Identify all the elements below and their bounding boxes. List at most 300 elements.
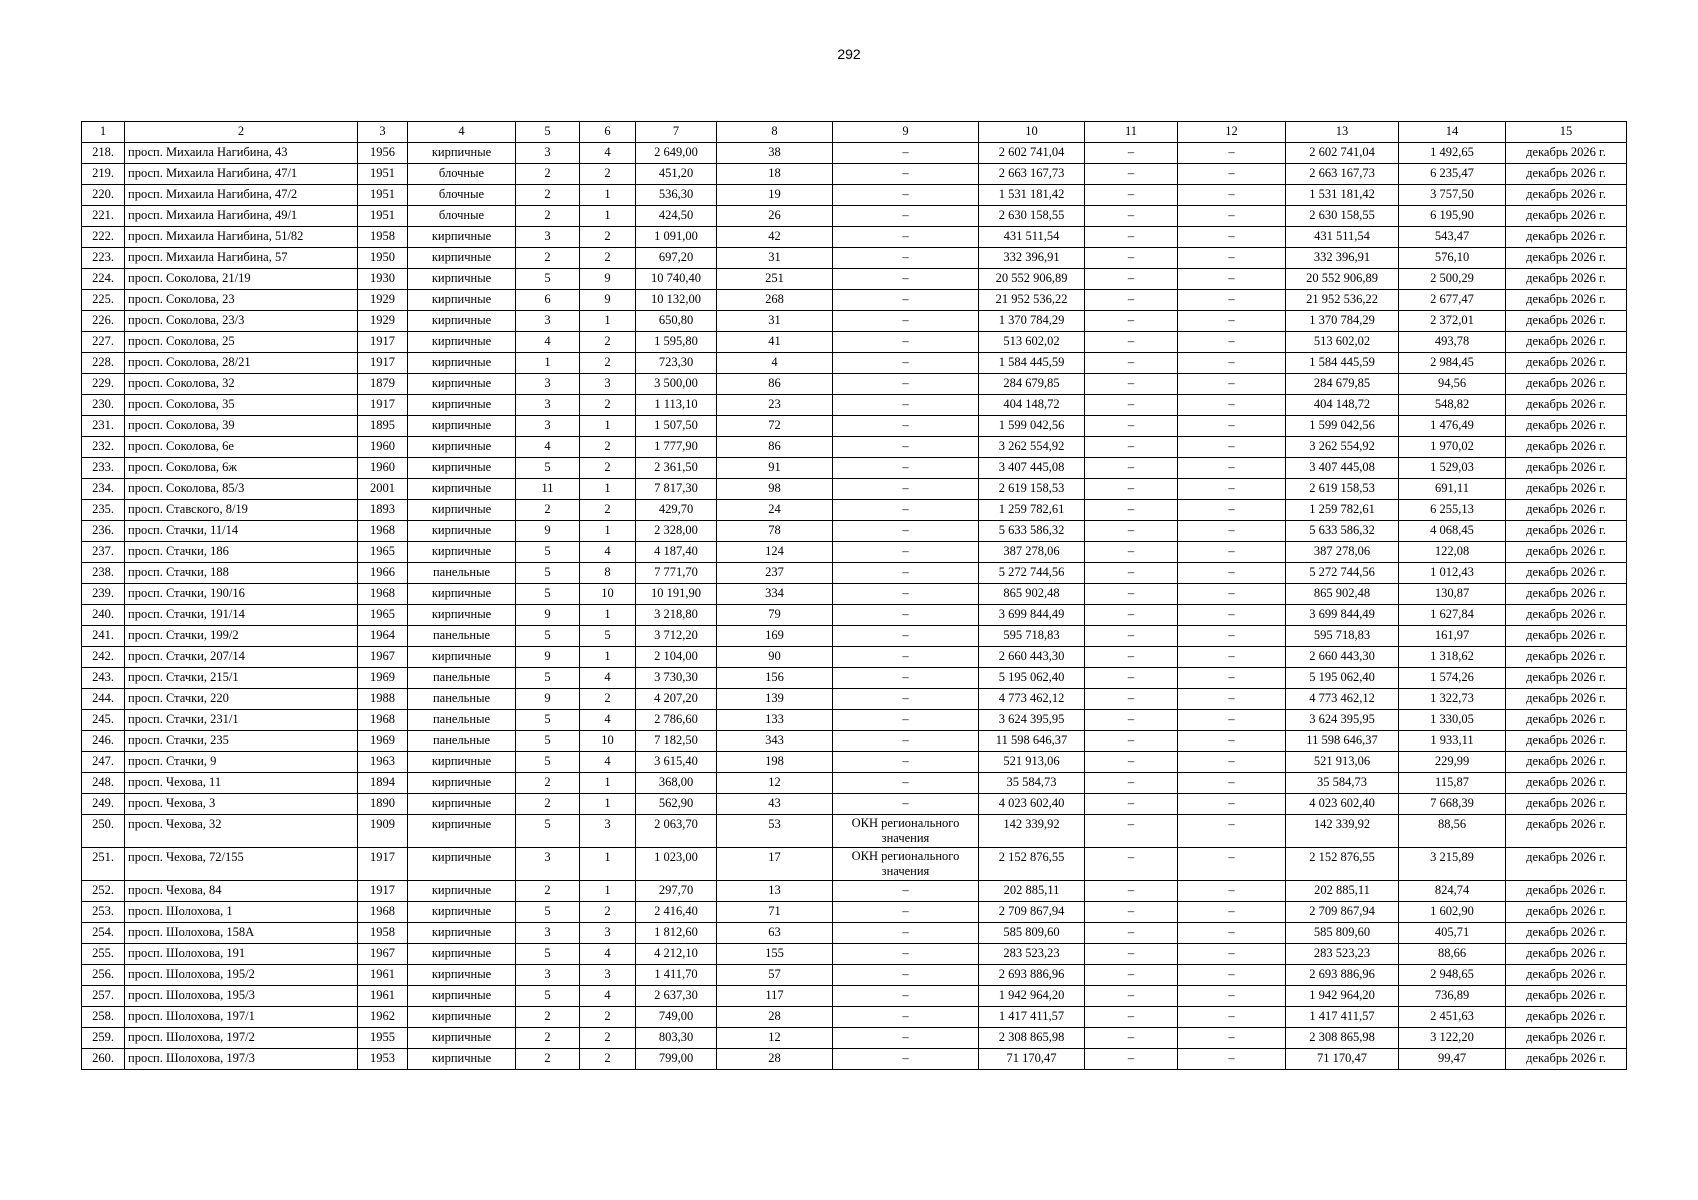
- table-cell-col-8: 38: [717, 143, 833, 164]
- table-cell-col-12: –: [1178, 164, 1286, 185]
- table-cell-col-11: –: [1085, 848, 1178, 881]
- table-cell-col-2: просп. Соколова, 28/21: [125, 353, 358, 374]
- table-cell-col-12: –: [1178, 605, 1286, 626]
- table-cell-col-2: просп. Михаила Нагибина, 43: [125, 143, 358, 164]
- table-cell-col-11: –: [1085, 710, 1178, 731]
- table-cell-col-6: 2: [580, 395, 636, 416]
- table-cell-col-7: 749,00: [636, 1007, 717, 1028]
- table-cell-col-7: 1 023,00: [636, 848, 717, 881]
- table-cell-col-3: 1969: [358, 668, 408, 689]
- table-cell-col-5: 2: [516, 1049, 580, 1070]
- table-cell-col-13: 521 913,06: [1286, 752, 1399, 773]
- table-cell-col-9: –: [833, 986, 979, 1007]
- table-cell-col-8: 72: [717, 416, 833, 437]
- table-cell-col-14: 548,82: [1399, 395, 1506, 416]
- table-row: [82, 479, 1627, 500]
- table-cell-col-8: 86: [717, 374, 833, 395]
- table-cell-col-8: 28: [717, 1007, 833, 1028]
- table-cell-col-7: 424,50: [636, 206, 717, 227]
- table-cell-col-9: –: [833, 563, 979, 584]
- table-cell-col-3: 1964: [358, 626, 408, 647]
- table-cell-col-12: –: [1178, 416, 1286, 437]
- table-cell-col-10: 2 663 167,73: [979, 164, 1085, 185]
- table-cell-col-8: 237: [717, 563, 833, 584]
- table-cell-col-7: 7 182,50: [636, 731, 717, 752]
- table-cell-col-15: декабрь 2026 г.: [1506, 1028, 1627, 1049]
- table-cell-col-2: просп. Чехова, 11: [125, 773, 358, 794]
- table-cell-col-12: –: [1178, 710, 1286, 731]
- table-cell-col-8: 79: [717, 605, 833, 626]
- table-cell-col-10: 2 152 876,55: [979, 848, 1085, 881]
- table-cell-col-1: 253.: [82, 902, 125, 923]
- table-cell-col-2: просп. Стачки, 207/14: [125, 647, 358, 668]
- table-cell-col-6: 4: [580, 944, 636, 965]
- table-row: [82, 248, 1627, 269]
- table-cell-col-14: 1 492,65: [1399, 143, 1506, 164]
- table-cell-col-10: 142 339,92: [979, 815, 1085, 848]
- table-cell-col-8: 24: [717, 500, 833, 521]
- table-cell-col-14: 6 195,90: [1399, 206, 1506, 227]
- table-cell-col-10: 4 773 462,12: [979, 689, 1085, 710]
- table-cell-col-9: –: [833, 881, 979, 902]
- table-cell-col-10: 1 370 784,29: [979, 311, 1085, 332]
- table-cell-col-10: 595 718,83: [979, 626, 1085, 647]
- table-cell-col-13: 3 262 554,92: [1286, 437, 1399, 458]
- table-row: [82, 332, 1627, 353]
- table-cell-col-9: –: [833, 647, 979, 668]
- table-cell-col-8: 169: [717, 626, 833, 647]
- table-cell-col-13: 404 148,72: [1286, 395, 1399, 416]
- table-cell-col-5: 4: [516, 332, 580, 353]
- table-cell-col-7: 4 212,10: [636, 944, 717, 965]
- table-cell-col-10: 1 942 964,20: [979, 986, 1085, 1007]
- table-cell-col-6: 8: [580, 563, 636, 584]
- table-row: [82, 923, 1627, 944]
- table-cell-col-8: 13: [717, 881, 833, 902]
- table-cell-col-11: –: [1085, 332, 1178, 353]
- table-cell-col-13: 35 584,73: [1286, 773, 1399, 794]
- table-cell-col-11: –: [1085, 269, 1178, 290]
- table-cell-col-8: 155: [717, 944, 833, 965]
- table-cell-col-4: кирпичные: [408, 965, 516, 986]
- table-cell-col-4: кирпичные: [408, 227, 516, 248]
- page-number: 292: [837, 46, 861, 62]
- table-cell-col-13: 2 152 876,55: [1286, 848, 1399, 881]
- table-cell-col-1: 225.: [82, 290, 125, 311]
- table-cell-col-7: 3 218,80: [636, 605, 717, 626]
- table-cell-col-15: декабрь 2026 г.: [1506, 584, 1627, 605]
- table-cell-col-3: 1894: [358, 773, 408, 794]
- table-cell-col-10: 2 630 158,55: [979, 206, 1085, 227]
- table-cell-col-2: просп. Михаила Нагибина, 51/82: [125, 227, 358, 248]
- table-cell-col-13: 865 902,48: [1286, 584, 1399, 605]
- table-row: [82, 965, 1627, 986]
- table-cell-col-8: 53: [717, 815, 833, 848]
- table-cell-col-14: 1 602,90: [1399, 902, 1506, 923]
- table-cell-col-5: 5: [516, 944, 580, 965]
- table-cell-col-3: 1961: [358, 965, 408, 986]
- table-cell-col-9: –: [833, 353, 979, 374]
- table-cell-col-5: 3: [516, 143, 580, 164]
- table-cell-col-3: 1958: [358, 923, 408, 944]
- table-cell-col-5: 6: [516, 290, 580, 311]
- table-cell-col-2: просп. Стачки, 215/1: [125, 668, 358, 689]
- table-cell-col-14: 3 215,89: [1399, 848, 1506, 881]
- table-cell-col-5: 2: [516, 500, 580, 521]
- table-cell-col-4: панельные: [408, 710, 516, 731]
- table-cell-col-1: 244.: [82, 689, 125, 710]
- table-cell-col-15: декабрь 2026 г.: [1506, 521, 1627, 542]
- table-cell-col-5: 2: [516, 185, 580, 206]
- table-cell-col-2: просп. Стачки, 186: [125, 542, 358, 563]
- table-cell-col-12: –: [1178, 395, 1286, 416]
- table-cell-col-10: 332 396,91: [979, 248, 1085, 269]
- table-cell-col-1: 257.: [82, 986, 125, 1007]
- table-cell-col-8: 12: [717, 1028, 833, 1049]
- table-cell-col-13: 1 531 181,42: [1286, 185, 1399, 206]
- table-cell-col-2: просп. Шолохова, 195/3: [125, 986, 358, 1007]
- table-cell-col-10: 1 584 445,59: [979, 353, 1085, 374]
- table-cell-col-7: 536,30: [636, 185, 717, 206]
- table-cell-col-1: 234.: [82, 479, 125, 500]
- table-cell-col-11: –: [1085, 353, 1178, 374]
- table-cell-col-10: 11 598 646,37: [979, 731, 1085, 752]
- table-cell-col-10: 284 679,85: [979, 374, 1085, 395]
- table-cell-col-2: просп. Соколова, 6ж: [125, 458, 358, 479]
- table-cell-col-8: 71: [717, 902, 833, 923]
- table-cell-col-15: декабрь 2026 г.: [1506, 332, 1627, 353]
- table-cell-col-7: 7 771,70: [636, 563, 717, 584]
- table-cell-col-12: –: [1178, 944, 1286, 965]
- table-body: [82, 143, 1627, 1070]
- table-cell-col-5: 9: [516, 647, 580, 668]
- table-cell-col-3: 1956: [358, 143, 408, 164]
- table-cell-col-8: 268: [717, 290, 833, 311]
- table-cell-col-10: 431 511,54: [979, 227, 1085, 248]
- table-cell-col-3: 1929: [358, 311, 408, 332]
- table-cell-col-10: 4 023 602,40: [979, 794, 1085, 815]
- table-cell-col-12: –: [1178, 731, 1286, 752]
- table-cell-col-1: 260.: [82, 1049, 125, 1070]
- table-row: [82, 416, 1627, 437]
- table-cell-col-11: –: [1085, 206, 1178, 227]
- table-cell-col-1: 256.: [82, 965, 125, 986]
- table-cell-col-13: 513 602,02: [1286, 332, 1399, 353]
- table-cell-col-7: 799,00: [636, 1049, 717, 1070]
- table-cell-col-2: просп. Стачки, 231/1: [125, 710, 358, 731]
- table-cell-col-12: –: [1178, 437, 1286, 458]
- table-cell-col-15: декабрь 2026 г.: [1506, 848, 1627, 881]
- table-cell-col-1: 220.: [82, 185, 125, 206]
- table-cell-col-3: 1960: [358, 437, 408, 458]
- table-cell-col-15: декабрь 2026 г.: [1506, 902, 1627, 923]
- table-cell-col-14: 7 668,39: [1399, 794, 1506, 815]
- table-row: [82, 353, 1627, 374]
- table-cell-col-3: 1917: [358, 848, 408, 881]
- table-cell-col-8: 28: [717, 1049, 833, 1070]
- table-cell-col-6: 3: [580, 965, 636, 986]
- table-row: [82, 1028, 1627, 1049]
- table-cell-col-14: 2 451,63: [1399, 1007, 1506, 1028]
- table-cell-col-8: 334: [717, 584, 833, 605]
- column-header-6: 6: [580, 122, 636, 143]
- table-cell-col-5: 5: [516, 902, 580, 923]
- table-cell-col-3: 1951: [358, 206, 408, 227]
- table-cell-col-3: 1953: [358, 1049, 408, 1070]
- table-cell-col-11: –: [1085, 479, 1178, 500]
- table-cell-col-4: кирпичные: [408, 1028, 516, 1049]
- table-row: [82, 1007, 1627, 1028]
- table-cell-col-8: 91: [717, 458, 833, 479]
- table-cell-col-12: –: [1178, 374, 1286, 395]
- table-cell-col-4: блочные: [408, 185, 516, 206]
- table-cell-col-13: 2 602 741,04: [1286, 143, 1399, 164]
- table-cell-col-15: декабрь 2026 г.: [1506, 227, 1627, 248]
- table-row: [82, 668, 1627, 689]
- table-cell-col-15: декабрь 2026 г.: [1506, 710, 1627, 731]
- table-cell-col-3: 1968: [358, 902, 408, 923]
- column-header-2: 2: [125, 122, 358, 143]
- table-cell-col-7: 1 411,70: [636, 965, 717, 986]
- table-cell-col-11: –: [1085, 185, 1178, 206]
- table-cell-col-14: 1 933,11: [1399, 731, 1506, 752]
- table-row: [82, 605, 1627, 626]
- table-cell-col-4: кирпичные: [408, 923, 516, 944]
- table-cell-col-11: –: [1085, 647, 1178, 668]
- table-cell-col-4: кирпичные: [408, 1007, 516, 1028]
- table-cell-col-1: 219.: [82, 164, 125, 185]
- table-cell-col-3: 1958: [358, 227, 408, 248]
- table-cell-col-4: кирпичные: [408, 902, 516, 923]
- table-row: [82, 944, 1627, 965]
- table-cell-col-15: декабрь 2026 г.: [1506, 986, 1627, 1007]
- table-cell-col-10: 404 148,72: [979, 395, 1085, 416]
- table-cell-col-2: просп. Михаила Нагибина, 47/2: [125, 185, 358, 206]
- table-cell-col-7: 4 187,40: [636, 542, 717, 563]
- table-cell-col-7: 451,20: [636, 164, 717, 185]
- table-cell-col-7: 1 113,10: [636, 395, 717, 416]
- table-cell-col-5: 9: [516, 521, 580, 542]
- table-cell-col-9: –: [833, 626, 979, 647]
- table-cell-col-14: 2 984,45: [1399, 353, 1506, 374]
- table-cell-col-4: кирпичные: [408, 647, 516, 668]
- table-cell-col-3: 1968: [358, 710, 408, 731]
- table-cell-col-6: 2: [580, 227, 636, 248]
- table-cell-col-13: 1 942 964,20: [1286, 986, 1399, 1007]
- table-cell-col-1: 222.: [82, 227, 125, 248]
- table-cell-col-3: 1951: [358, 185, 408, 206]
- table-row: [82, 848, 1627, 881]
- table-cell-col-4: кирпичные: [408, 773, 516, 794]
- table-cell-col-2: просп. Стачки, 9: [125, 752, 358, 773]
- table-cell-col-4: кирпичные: [408, 848, 516, 881]
- table-cell-col-15: декабрь 2026 г.: [1506, 143, 1627, 164]
- table-cell-col-9: –: [833, 500, 979, 521]
- table-cell-col-10: 3 699 844,49: [979, 605, 1085, 626]
- table-cell-col-15: декабрь 2026 г.: [1506, 626, 1627, 647]
- table-cell-col-10: 202 885,11: [979, 881, 1085, 902]
- table-cell-col-11: –: [1085, 500, 1178, 521]
- table-cell-col-5: 2: [516, 206, 580, 227]
- table-cell-col-4: кирпичные: [408, 269, 516, 290]
- table-cell-col-10: 3 262 554,92: [979, 437, 1085, 458]
- table-cell-col-7: 2 637,30: [636, 986, 717, 1007]
- table-cell-col-9: ОКН регионального значения: [833, 815, 979, 848]
- table-cell-col-8: 124: [717, 542, 833, 563]
- table-cell-col-4: кирпичные: [408, 815, 516, 848]
- table-cell-col-13: 5 272 744,56: [1286, 563, 1399, 584]
- table-cell-col-1: 241.: [82, 626, 125, 647]
- table-cell-col-1: 235.: [82, 500, 125, 521]
- table-cell-col-14: 2 948,65: [1399, 965, 1506, 986]
- table-cell-col-9: –: [833, 164, 979, 185]
- table-cell-col-9: –: [833, 731, 979, 752]
- table-cell-col-12: –: [1178, 1049, 1286, 1070]
- table-cell-col-8: 156: [717, 668, 833, 689]
- table-cell-col-7: 3 712,20: [636, 626, 717, 647]
- table-cell-col-15: декабрь 2026 г.: [1506, 500, 1627, 521]
- table-cell-col-12: –: [1178, 752, 1286, 773]
- table-cell-col-10: 2 602 741,04: [979, 143, 1085, 164]
- table-cell-col-9: –: [833, 923, 979, 944]
- table-cell-col-2: просп. Стачки, 188: [125, 563, 358, 584]
- table-cell-col-11: –: [1085, 563, 1178, 584]
- table-cell-col-2: просп. Шолохова, 197/2: [125, 1028, 358, 1049]
- table-cell-col-9: –: [833, 668, 979, 689]
- table-cell-col-6: 1: [580, 647, 636, 668]
- table-cell-col-6: 4: [580, 542, 636, 563]
- table-cell-col-11: –: [1085, 542, 1178, 563]
- table-cell-col-13: 2 663 167,73: [1286, 164, 1399, 185]
- table-cell-col-14: 1 330,05: [1399, 710, 1506, 731]
- table-cell-col-11: –: [1085, 986, 1178, 1007]
- table-cell-col-14: 405,71: [1399, 923, 1506, 944]
- table-cell-col-9: –: [833, 521, 979, 542]
- table-cell-col-11: –: [1085, 902, 1178, 923]
- table-cell-col-13: 1 259 782,61: [1286, 500, 1399, 521]
- table-cell-col-7: 1 091,00: [636, 227, 717, 248]
- column-header-8: 8: [717, 122, 833, 143]
- table-cell-col-11: –: [1085, 965, 1178, 986]
- table-cell-col-1: 218.: [82, 143, 125, 164]
- table-cell-col-6: 9: [580, 290, 636, 311]
- table-cell-col-14: 88,66: [1399, 944, 1506, 965]
- table-cell-col-2: просп. Шолохова, 195/2: [125, 965, 358, 986]
- table-cell-col-12: –: [1178, 923, 1286, 944]
- table-cell-col-12: –: [1178, 794, 1286, 815]
- table-cell-col-14: 691,11: [1399, 479, 1506, 500]
- column-header-13: 13: [1286, 122, 1399, 143]
- table-cell-col-15: декабрь 2026 г.: [1506, 794, 1627, 815]
- table-cell-col-1: 239.: [82, 584, 125, 605]
- table-cell-col-3: 1965: [358, 542, 408, 563]
- table-cell-col-13: 11 598 646,37: [1286, 731, 1399, 752]
- table-cell-col-9: –: [833, 206, 979, 227]
- table-cell-col-12: –: [1178, 848, 1286, 881]
- table-cell-col-14: 4 068,45: [1399, 521, 1506, 542]
- table-cell-col-6: 3: [580, 374, 636, 395]
- table-cell-col-12: –: [1178, 143, 1286, 164]
- table-cell-col-6: 2: [580, 332, 636, 353]
- table-cell-col-14: 1 012,43: [1399, 563, 1506, 584]
- table-cell-col-8: 117: [717, 986, 833, 1007]
- table-cell-col-14: 736,89: [1399, 986, 1506, 1007]
- table-cell-col-13: 2 619 158,53: [1286, 479, 1399, 500]
- table-cell-col-5: 5: [516, 269, 580, 290]
- table-cell-col-5: 3: [516, 965, 580, 986]
- table-cell-col-6: 4: [580, 668, 636, 689]
- table-cell-col-15: декабрь 2026 г.: [1506, 416, 1627, 437]
- table-cell-col-12: –: [1178, 248, 1286, 269]
- table-cell-col-10: 3 624 395,95: [979, 710, 1085, 731]
- table-cell-col-15: декабрь 2026 г.: [1506, 881, 1627, 902]
- table-cell-col-15: декабрь 2026 г.: [1506, 479, 1627, 500]
- table-cell-col-1: 246.: [82, 731, 125, 752]
- table-cell-col-6: 10: [580, 731, 636, 752]
- table-cell-col-2: просп. Соколова, 35: [125, 395, 358, 416]
- table-cell-col-15: декабрь 2026 г.: [1506, 290, 1627, 311]
- table-cell-col-15: декабрь 2026 г.: [1506, 437, 1627, 458]
- table-cell-col-1: 252.: [82, 881, 125, 902]
- table-cell-col-6: 2: [580, 689, 636, 710]
- table-cell-col-5: 3: [516, 416, 580, 437]
- table-cell-col-8: 18: [717, 164, 833, 185]
- table-cell-col-6: 1: [580, 311, 636, 332]
- table-row: [82, 815, 1627, 848]
- table-cell-col-9: –: [833, 773, 979, 794]
- table-cell-col-6: 3: [580, 923, 636, 944]
- table-row: [82, 563, 1627, 584]
- table-cell-col-6: 4: [580, 986, 636, 1007]
- table-cell-col-15: декабрь 2026 г.: [1506, 605, 1627, 626]
- table-row: [82, 773, 1627, 794]
- table-cell-col-5: 3: [516, 923, 580, 944]
- table-cell-col-4: кирпичные: [408, 500, 516, 521]
- table-cell-col-11: –: [1085, 311, 1178, 332]
- table-cell-col-12: –: [1178, 986, 1286, 1007]
- table-cell-col-7: 4 207,20: [636, 689, 717, 710]
- table-row: [82, 710, 1627, 731]
- table-cell-col-11: –: [1085, 248, 1178, 269]
- table-cell-col-15: декабрь 2026 г.: [1506, 731, 1627, 752]
- table-cell-col-6: 1: [580, 416, 636, 437]
- table-cell-col-11: –: [1085, 395, 1178, 416]
- table-cell-col-9: –: [833, 437, 979, 458]
- table-cell-col-12: –: [1178, 668, 1286, 689]
- table-cell-col-10: 1 417 411,57: [979, 1007, 1085, 1028]
- table-cell-col-1: 249.: [82, 794, 125, 815]
- table-cell-col-11: –: [1085, 881, 1178, 902]
- table-cell-col-10: 283 523,23: [979, 944, 1085, 965]
- table-cell-col-7: 2 786,60: [636, 710, 717, 731]
- table-cell-col-2: просп. Шолохова, 1: [125, 902, 358, 923]
- table-cell-col-11: –: [1085, 584, 1178, 605]
- table-cell-col-8: 31: [717, 248, 833, 269]
- table-cell-col-12: –: [1178, 773, 1286, 794]
- table-cell-col-13: 1 370 784,29: [1286, 311, 1399, 332]
- table-cell-col-6: 1: [580, 185, 636, 206]
- table-cell-col-13: 142 339,92: [1286, 815, 1399, 848]
- table-cell-col-12: –: [1178, 965, 1286, 986]
- table-cell-col-14: 2 677,47: [1399, 290, 1506, 311]
- table-row: [82, 290, 1627, 311]
- table-cell-col-4: кирпичные: [408, 290, 516, 311]
- table-cell-col-6: 10: [580, 584, 636, 605]
- table-cell-col-13: 1 584 445,59: [1286, 353, 1399, 374]
- table-cell-col-14: 2 372,01: [1399, 311, 1506, 332]
- table-cell-col-3: 1988: [358, 689, 408, 710]
- table-cell-col-8: 43: [717, 794, 833, 815]
